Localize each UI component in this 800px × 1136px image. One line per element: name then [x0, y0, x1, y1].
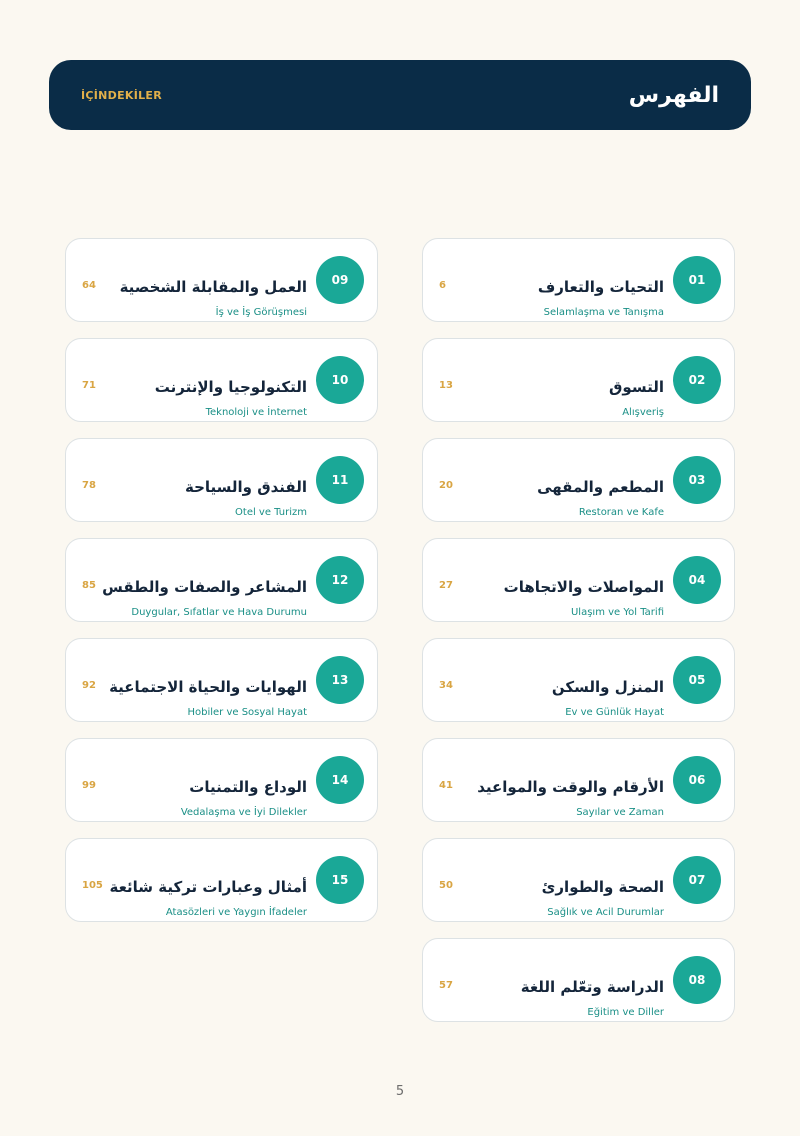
header-title-arabic: الفهرس — [628, 82, 719, 108]
toc-entry[interactable] — [422, 238, 735, 322]
toc-grid — [65, 238, 735, 1022]
entry-page-number: 27 — [439, 580, 453, 591]
entry-title-arabic: المطعم والمقهى — [537, 478, 664, 496]
entry-title-turkish: Hobiler ve Sosyal Hayat — [187, 707, 307, 718]
entry-title-turkish: Duygular, Sıfatlar ve Hava Durumu — [131, 607, 307, 618]
entry-title-turkish: Ulaşım ve Yol Tarifi — [570, 607, 664, 618]
toc-entry[interactable] — [422, 938, 735, 1022]
entry-page-number: 78 — [82, 480, 96, 491]
entry-page-number: 41 — [439, 780, 453, 791]
entry-number-badge: 12 — [316, 556, 364, 604]
entry-number-badge: 03 — [673, 456, 721, 504]
toc-entry[interactable] — [422, 838, 735, 922]
entry-title-arabic: أمثال وعبارات تركية شائعة — [109, 878, 307, 896]
entry-title-arabic: الأرقام والوقت والمواعيد — [477, 778, 664, 796]
toc-entry[interactable] — [422, 538, 735, 622]
entry-page-number: 50 — [439, 880, 453, 891]
entry-title-turkish: Eğitim ve Diller — [587, 1007, 664, 1018]
entry-page-number: 6 — [439, 280, 446, 291]
entry-title-turkish: Vedalaşma ve İyi Dilekler — [180, 807, 307, 818]
entry-title-arabic: الصحة والطوارئ — [541, 878, 664, 896]
entry-page-number: 85 — [82, 580, 96, 591]
entry-title-turkish: Alışveriş — [622, 407, 664, 418]
entry-page-number: 13 — [439, 380, 453, 391]
entry-title-turkish: Sayılar ve Zaman — [576, 807, 664, 818]
toc-entry[interactable] — [65, 238, 378, 322]
entry-number-badge: 13 — [316, 656, 364, 704]
entry-number-badge: 04 — [673, 556, 721, 604]
toc-entry[interactable] — [65, 538, 378, 622]
entry-title-arabic: الدراسة وتعّلم اللغة — [520, 978, 664, 996]
entry-number-badge: 09 — [316, 256, 364, 304]
toc-entry[interactable] — [65, 838, 378, 922]
entry-title-turkish: Ev ve Günlük Hayat — [565, 707, 664, 718]
entry-number-badge: 07 — [673, 856, 721, 904]
entry-number-badge: 10 — [316, 356, 364, 404]
entry-title-arabic: المواصلات والاتجاهات — [503, 578, 664, 596]
header-title-turkish: İÇİNDEKİLER — [81, 88, 163, 102]
toc-entry[interactable] — [65, 738, 378, 822]
toc-entry[interactable] — [422, 638, 735, 722]
entry-title-turkish: Selamlaşma ve Tanışma — [543, 307, 664, 318]
entry-title-arabic: المنزل والسكن — [551, 678, 664, 696]
entry-title-turkish: Restoran ve Kafe — [578, 507, 664, 518]
entry-title-arabic: التسوق — [609, 378, 664, 396]
entry-page-number: 20 — [439, 480, 453, 491]
entry-title-arabic: المشاعر والصفات والطقس — [102, 578, 307, 596]
toc-entry[interactable] — [65, 638, 378, 722]
entry-page-number: 99 — [82, 780, 96, 791]
entry-page-number: 71 — [82, 380, 96, 391]
entry-number-badge: 15 — [316, 856, 364, 904]
entry-title-arabic: التحيات والتعارف — [537, 278, 664, 296]
entry-page-number: 57 — [439, 980, 453, 991]
toc-entry[interactable] — [65, 438, 378, 522]
entry-title-arabic: الوداع والتمنيات — [189, 778, 307, 796]
entry-number-badge: 14 — [316, 756, 364, 804]
toc-entry[interactable] — [422, 338, 735, 422]
footer-page-number: 5 — [395, 1084, 405, 1099]
entry-title-arabic: الفندق والسياحة — [184, 478, 307, 496]
entry-title-arabic: التكنولوجيا والإنترنت — [154, 378, 307, 396]
entry-number-badge: 05 — [673, 656, 721, 704]
entry-title-turkish: İş ve İş Görüşmesi — [215, 307, 307, 318]
entry-page-number: 92 — [82, 680, 96, 691]
entry-title-turkish: Otel ve Turizm — [235, 507, 307, 518]
entry-number-badge: 01 — [673, 256, 721, 304]
entry-page-number: 64 — [82, 280, 96, 291]
entry-number-badge: 11 — [316, 456, 364, 504]
entry-number-badge: 06 — [673, 756, 721, 804]
entry-title-arabic: الهوايات والحياة الاجتماعية — [109, 678, 307, 696]
toc-entry[interactable] — [65, 338, 378, 422]
entry-page-number: 105 — [82, 880, 103, 891]
entry-number-badge: 02 — [673, 356, 721, 404]
toc-entry[interactable] — [422, 438, 735, 522]
entry-number-badge: 08 — [673, 956, 721, 1004]
entry-title-arabic: العمل والمقابلة الشخصية — [119, 278, 307, 296]
entry-title-turkish: Teknoloji ve İnternet — [205, 407, 307, 418]
entry-title-turkish: Atasözleri ve Yaygın İfadeler — [165, 907, 307, 918]
entry-page-number: 34 — [439, 680, 453, 691]
toc-header — [49, 60, 751, 130]
entry-title-turkish: Sağlık ve Acil Durumlar — [547, 907, 664, 918]
toc-entry[interactable] — [422, 738, 735, 822]
